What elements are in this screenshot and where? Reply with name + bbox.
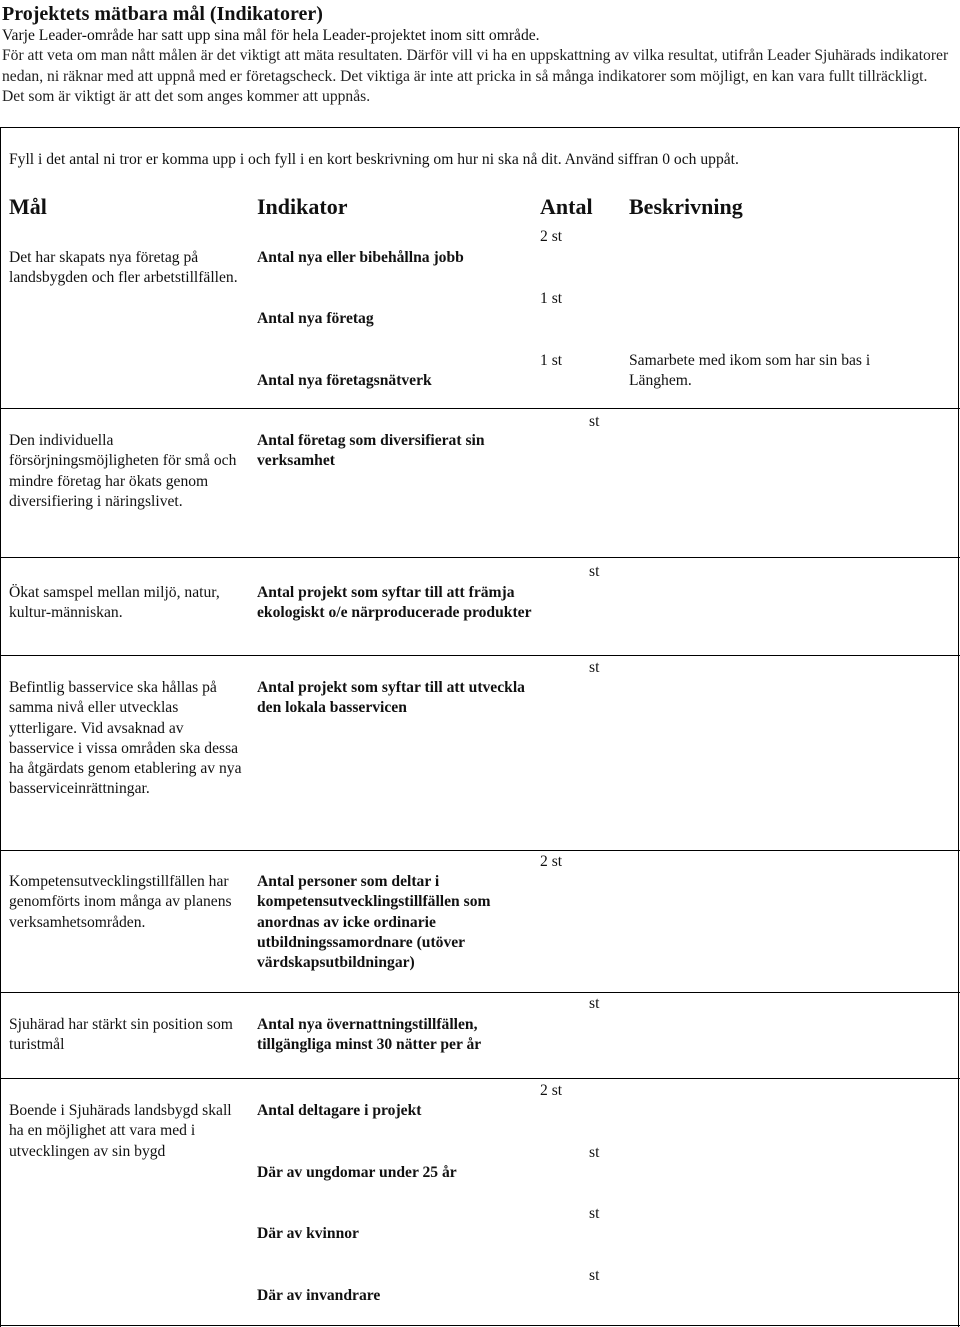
indicator-label: Där av ungdomar under 25 år bbox=[257, 1164, 457, 1181]
goal-text: Befintlig basservice ska hållas på samma nivå eller utvecklas ytterligare. Vid avsaknad av basservice i vissa områden ska dessa ha åtgärdats genom etablering av nya basserviceinrättningar. bbox=[9, 679, 242, 798]
goal-text: Kompetensutvecklingstillfällen har genomförts inom många av planens verksamhetsområden. bbox=[9, 873, 232, 931]
intro-line: Varje Leader-område har satt upp sina mål för hela Leader-projektet inom sitt område. bbox=[2, 27, 540, 44]
count-field[interactable]: st bbox=[589, 1205, 600, 1222]
description-field[interactable]: Samarbete med ikom som har sin bas i Länghem. bbox=[629, 352, 871, 390]
count-field[interactable]: 1 st bbox=[540, 352, 563, 369]
indicator-label: Antal företag som diversifierat sin verksamhet bbox=[257, 432, 485, 470]
instruction-text: Fyll i det antal ni tror er komma upp i och fyll i en kort beskrivning om hur ni ska nå dit. Använd siffran 0 och uppåt. bbox=[9, 151, 739, 168]
indicator-label: Antal nya övernattningstillfällen, tillgängliga minst 30 nätter per år bbox=[257, 1016, 482, 1054]
count-field[interactable]: 1 st bbox=[540, 290, 563, 307]
intro-text bbox=[2, 26, 952, 107]
indicator-label: Där av kvinnor bbox=[257, 1225, 359, 1242]
indicator-label: Antal projekt som syftar till att utveckla den lokala basservicen bbox=[257, 679, 525, 717]
goal-text: Det har skapats nya företag på landsbygden och fler arbetstillfällen. bbox=[9, 249, 238, 287]
goal-text: Sjuhärad har stärkt sin position som turistmål bbox=[9, 1016, 233, 1054]
intro-paragraph: För att veta om man nått målen är det viktigt att mäta resultaten. Därför vill vi ha en uppskattning av vilka resultat, utifrån Leader Sjuhärads indikatorer nedan, ni räknar med att uppnå med er företagscheck. Det viktiga är inte att pricka in så många indikatorer som möjligt, en kan vara fullt tillräckligt. Det som är viktigt är att det som anges kommer att uppnås. bbox=[2, 47, 949, 105]
indicator-label: Antal personer som deltar i kompetensutvecklingstillfällen som anordnas av icke ordinarie utbildningssamordnare (utöver värdskapsutbildningar) bbox=[257, 873, 491, 972]
indicator-label: Där av invandrare bbox=[257, 1287, 381, 1304]
count-field[interactable]: st bbox=[589, 1144, 600, 1161]
count-field[interactable]: st bbox=[589, 413, 600, 430]
count-field[interactable]: st bbox=[589, 563, 600, 580]
indicator-label: Antal nya eller bibehållna jobb bbox=[257, 249, 464, 266]
indicator-label: Antal nya företagsnätverk bbox=[257, 372, 432, 389]
header-antal: Antal bbox=[540, 194, 593, 219]
count-field[interactable]: st bbox=[589, 1267, 600, 1284]
indicator-label: Antal projekt som syftar till att främja ekologiskt o/e närproducerade produkter bbox=[257, 584, 532, 622]
count-field[interactable]: st bbox=[589, 659, 600, 676]
goal-text: Ökat samspel mellan miljö, natur, kultur-människan. bbox=[9, 584, 220, 622]
header-mal: Mål bbox=[9, 194, 47, 219]
page-title: Projektets mätbara mål (Indikatorer) bbox=[2, 3, 323, 25]
count-field[interactable]: 2 st bbox=[540, 1082, 563, 1099]
indicator-label: Antal deltagare i projekt bbox=[257, 1102, 422, 1119]
count-field[interactable]: 2 st bbox=[540, 228, 563, 245]
header-indikator: Indikator bbox=[257, 194, 348, 219]
header-beskrivning: Beskrivning bbox=[629, 194, 743, 219]
indicator-label: Antal nya företag bbox=[257, 310, 374, 327]
goal-text: Boende i Sjuhärads landsbygd skall ha en möjlighet att vara med i utvecklingen av sin bygd bbox=[9, 1102, 232, 1160]
count-field[interactable]: st bbox=[589, 995, 600, 1012]
goal-text: Den individuella försörjningsmöjligheten för små och mindre företag har ökats genom diversifiering i näringslivet. bbox=[9, 432, 237, 510]
count-field[interactable]: 2 st bbox=[540, 853, 563, 870]
